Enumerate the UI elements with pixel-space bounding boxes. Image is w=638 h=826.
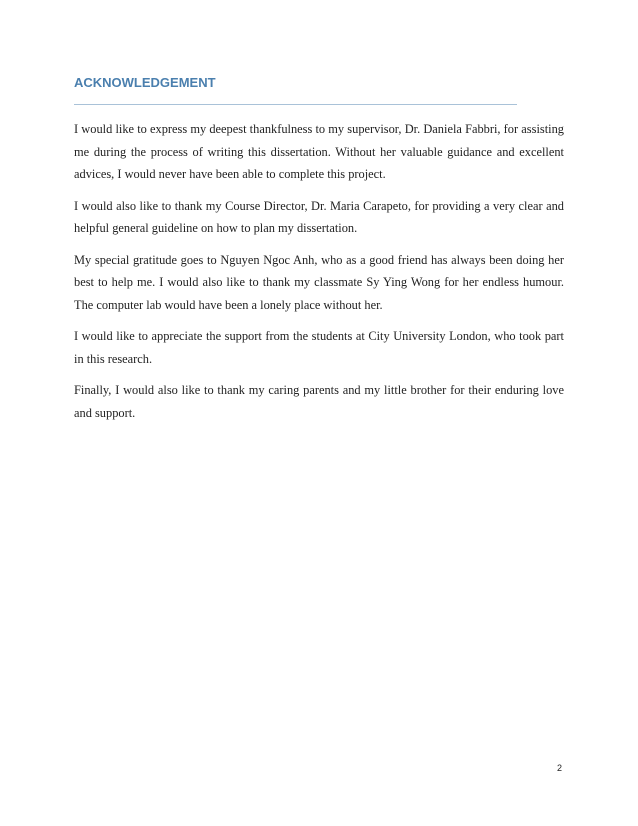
paragraph-course-director: I would also like to thank my Course Director, Dr. Maria Carapeto, for providing a very clear and helpful general guideline on how to plan my dissertation. (74, 198, 564, 235)
page-title: ACKNOWLEDGEMENT (74, 75, 216, 90)
paragraph-friends: My special gratitude goes to Nguyen Ngoc Anh, who as a good friend has always been doing her best to help me. I would also like to thank my classmate Sy Ying Wong for her endless humour. The computer lab would have been a lonely place without her. (74, 252, 564, 312)
heading-divider (74, 104, 517, 105)
paragraph-supervisor: I would like to express my deepest thankfulness to my supervisor, Dr. Daniela Fabbri, for assisting me during the process of writing this dissertation. Without her valuable guidance and excellent advices, I would never have been able to complete this project. (74, 122, 564, 181)
paragraph-family: Finally, I would also like to thank my caring parents and my little brother for their enduring love and support. (74, 383, 564, 420)
acknowledgement-body (74, 118, 564, 433)
page-number: 2 (557, 763, 563, 773)
paragraph-students: I would like to appreciate the support from the students at City University London, who took part in this research. (74, 329, 564, 366)
